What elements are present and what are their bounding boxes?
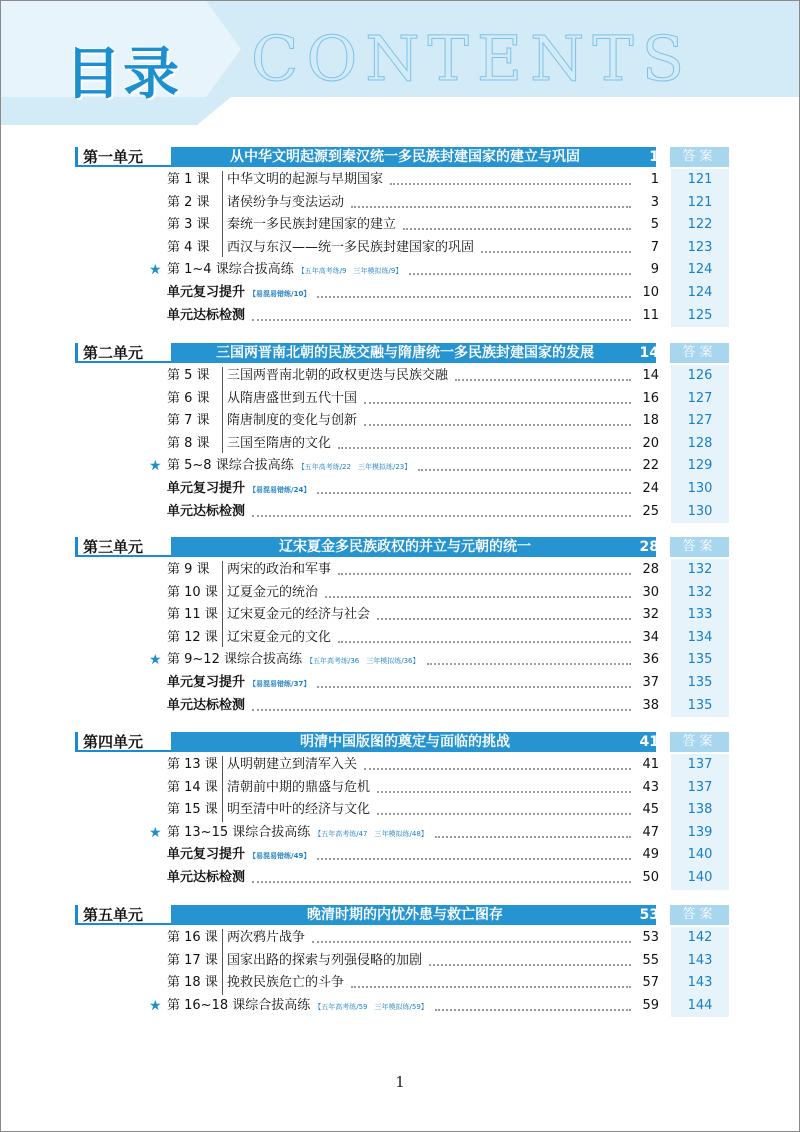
page-number: 1 — [395, 1073, 405, 1091]
page-number-cell: 36 — [642, 652, 659, 668]
dot-leader — [409, 273, 631, 275]
unit-title: 明清中国版图的奠定与面临的挑战 — [300, 734, 510, 750]
dot-leader — [435, 1009, 631, 1011]
toc-entry[interactable] — [75, 822, 729, 844]
dot-leader — [377, 618, 631, 620]
page-number-cell: 38 — [642, 697, 659, 713]
entry-title — [167, 695, 248, 717]
answer-page-cell: 127 — [687, 390, 713, 406]
toc-entry[interactable] — [75, 169, 729, 191]
entry-note: 【五年高考练/9 三年模拟练/9】 — [297, 267, 403, 276]
lesson-number: 第 9 课 — [167, 562, 210, 577]
entry-title — [167, 995, 431, 1018]
entry-title — [167, 867, 248, 889]
entry-label: 第 9~12 课综合拔高练 — [167, 652, 302, 668]
unit-title: 辽宋夏金多民族政权的并立与元朝的统一 — [279, 539, 531, 555]
entry-note: 【五年高考练/22 三年模拟练/23】 — [297, 463, 412, 472]
page-number-cell: 10 — [642, 285, 659, 300]
dot-leader — [390, 183, 631, 185]
unit-section — [75, 537, 729, 717]
page-number-cell: 47 — [642, 824, 659, 840]
answer-page-cell: 139 — [687, 824, 713, 840]
toc-entry[interactable] — [75, 695, 729, 717]
dot-leader — [351, 986, 631, 988]
lesson-title: 秦统一多民族封建国家的建立 — [227, 214, 399, 236]
unit-title: 三国两晋南北朝的民族交融与隋唐统一多民族封建国家的发展 — [216, 345, 594, 361]
unit-label: 第四单元 — [83, 733, 144, 751]
unit-label: 第三单元 — [83, 538, 144, 556]
lesson-title: 两宋的政治和军事 — [227, 559, 334, 581]
answer-page-cell: 125 — [687, 307, 713, 323]
page-number-cell: 49 — [642, 847, 659, 863]
page-number-cell: 34 — [642, 629, 659, 645]
unit-section — [75, 343, 729, 523]
unit-title: 晚清时期的内忧外患与救亡图存 — [307, 907, 503, 923]
star-icon: ★ — [149, 458, 162, 475]
page-number-cell: 1 — [650, 172, 659, 187]
page-number-cell: 22 — [642, 458, 659, 474]
dot-leader — [252, 515, 631, 517]
answer-page-cell: 137 — [687, 757, 713, 772]
unit-header — [75, 343, 729, 365]
lesson-title: 三国两晋南北朝的政权更迭与民族交融 — [227, 365, 451, 387]
toc-entry[interactable] — [75, 995, 729, 1017]
star-icon: ★ — [149, 824, 162, 841]
page-number-cell: 11 — [642, 307, 659, 323]
entry-label: 单元达标检测 — [167, 870, 246, 885]
toc-entry[interactable] — [75, 478, 729, 500]
lesson-number: 第 18 课 — [167, 975, 218, 991]
dot-leader — [338, 447, 631, 449]
lesson-title: 辽宋夏金元的经济与社会 — [227, 604, 373, 626]
entry-title — [167, 259, 405, 282]
page-number-cell: 25 — [642, 503, 659, 519]
page-number-cell: 20 — [642, 435, 659, 451]
answer-page-cell: 127 — [687, 413, 713, 429]
unit-header — [75, 537, 729, 559]
entry-note: 【易混易错练/37】 — [249, 680, 311, 688]
lesson-number: 第 6 课 — [167, 390, 210, 406]
entry-label: 单元复习提升 — [167, 285, 246, 300]
lesson-number: 第 10 课 — [167, 584, 218, 600]
page-number-cell: 28 — [642, 562, 659, 577]
lesson-number: 第 8 课 — [167, 435, 210, 451]
dot-leader — [325, 596, 631, 598]
toc-entry[interactable] — [75, 777, 729, 799]
answer-header: 答案 — [670, 537, 729, 557]
unit-header — [75, 732, 729, 754]
lesson-title: 西汉与东汉——统一多民族封建国家的巩固 — [227, 237, 477, 259]
lesson-title: 清朝前中期的鼎盛与危机 — [227, 777, 373, 799]
page-number-cell: 32 — [642, 607, 659, 623]
answer-page-cell: 135 — [687, 652, 713, 668]
dot-leader — [252, 709, 631, 711]
toc-entry[interactable] — [75, 259, 729, 281]
answer-page-cell: 123 — [687, 239, 713, 255]
answer-page-cell: 126 — [687, 368, 713, 383]
answer-page-cell: 140 — [687, 870, 713, 885]
answer-page-cell: 138 — [687, 802, 713, 818]
lesson-title: 两次鸦片战争 — [227, 927, 308, 949]
entry-note: 【易混易错练/24】 — [249, 486, 311, 494]
page-number-cell: 30 — [642, 584, 659, 600]
toc-entry[interactable] — [75, 867, 729, 889]
entry-note: 【五年高考练/47 三年模拟练/48】 — [314, 829, 428, 838]
answer-page-cell: 144 — [687, 997, 713, 1013]
page-number-cell: 59 — [642, 997, 659, 1013]
lesson-number: 第 3 课 — [167, 217, 210, 233]
lesson-number: 第 5 课 — [167, 368, 210, 383]
dot-leader — [481, 251, 631, 253]
toc-entry[interactable] — [75, 501, 729, 523]
answer-page-cell: 133 — [687, 607, 713, 623]
unit-page-number: 53 — [639, 907, 659, 923]
lesson-title: 国家出路的探索与列强侵略的加剧 — [227, 950, 425, 972]
dot-leader — [317, 296, 631, 298]
entry-note: 【易混易错练/10】 — [249, 290, 311, 298]
entry-note: 【五年高考练/36 三年模拟练/36】 — [305, 657, 420, 666]
page-number-cell: 16 — [642, 390, 659, 406]
page-number-cell: 24 — [642, 481, 659, 496]
toc-entry[interactable] — [75, 282, 729, 304]
star-icon: ★ — [149, 652, 162, 669]
toc-entry[interactable] — [75, 672, 729, 694]
unit-label: 第一单元 — [83, 148, 144, 166]
entry-title — [167, 649, 423, 672]
entry-title — [167, 844, 313, 867]
lesson-number: 第 15 课 — [167, 802, 218, 818]
answer-page-cell: 128 — [687, 435, 713, 451]
answer-header: 答案 — [670, 147, 729, 167]
unit-section — [75, 732, 729, 890]
dot-leader — [418, 469, 631, 471]
unit-page-number: 28 — [639, 539, 659, 555]
page-number-cell: 9 — [650, 262, 659, 278]
toc-entry[interactable] — [75, 604, 729, 626]
answer-page-cell: 137 — [687, 779, 713, 795]
page-number-cell: 3 — [650, 194, 659, 210]
answer-page-cell: 135 — [687, 675, 713, 690]
page-number-cell: 37 — [642, 675, 659, 690]
toc-entry[interactable] — [75, 192, 729, 214]
unit-header — [75, 905, 729, 927]
page-number-cell: 50 — [642, 870, 659, 885]
dot-leader — [429, 964, 631, 966]
answer-header: 答案 — [670, 343, 729, 363]
entry-label: 第 5~8 课综合拔高练 — [167, 458, 294, 474]
unit-page-number: 14 — [639, 345, 659, 361]
entry-title — [167, 672, 313, 695]
entry-note: 【五年高考练/59 三年模拟练/59】 — [314, 1002, 428, 1011]
unit-page-number: 1 — [649, 149, 659, 165]
lesson-title: 三国至隋唐的文化 — [227, 433, 334, 455]
star-icon: ★ — [149, 262, 162, 279]
toc-entry[interactable] — [75, 305, 729, 327]
entry-label: 第 1~4 课综合拔高练 — [167, 262, 294, 278]
lesson-number: 第 2 课 — [167, 194, 210, 210]
dot-leader — [427, 663, 631, 665]
entry-note: 【易混易错练/49】 — [249, 852, 311, 861]
unit-page-number: 41 — [639, 734, 659, 750]
answer-page-cell: 132 — [687, 584, 713, 600]
answer-page-cell: 143 — [687, 975, 713, 991]
page-number-cell: 45 — [642, 802, 659, 818]
answer-page-cell: 130 — [687, 481, 713, 496]
dot-leader — [252, 319, 631, 321]
entry-label: 单元达标检测 — [167, 307, 246, 323]
answer-header: 答案 — [670, 732, 729, 752]
toc-entry[interactable] — [75, 237, 729, 259]
answer-page-cell: 124 — [687, 285, 713, 300]
lesson-title: 隋唐制度的变化与创新 — [227, 410, 360, 432]
contents-watermark: CONTENTS — [251, 22, 693, 95]
toc-entry[interactable] — [75, 433, 729, 455]
dot-leader — [377, 791, 631, 793]
entry-title — [167, 501, 248, 523]
dot-leader — [364, 768, 631, 770]
answer-page-cell: 135 — [687, 697, 713, 713]
toc-entry[interactable] — [75, 559, 729, 581]
toc-entry[interactable] — [75, 410, 729, 432]
page-number-cell: 53 — [642, 930, 659, 945]
unit-section — [75, 147, 729, 327]
dot-leader — [312, 941, 631, 943]
answer-page-cell: 121 — [687, 172, 713, 187]
lesson-title: 诸侯纷争与变法运动 — [227, 192, 347, 214]
entry-label: 第 13~15 课综合拔高练 — [167, 824, 311, 840]
page-number-cell: 57 — [642, 975, 659, 991]
lesson-number: 第 7 课 — [167, 413, 210, 429]
entry-title — [167, 478, 313, 501]
unit-label: 第二单元 — [83, 344, 144, 362]
toc-entry[interactable] — [75, 388, 729, 410]
entry-label: 单元复习提升 — [167, 675, 246, 690]
page-number-cell: 14 — [642, 368, 659, 383]
unit-title: 从中华文明起源到秦汉统一多民族封建国家的建立与巩固 — [230, 149, 580, 165]
dot-leader — [252, 881, 631, 883]
dot-leader — [338, 573, 631, 575]
answer-header: 答案 — [670, 905, 729, 925]
toc-entry[interactable] — [75, 754, 729, 776]
lesson-number: 第 16 课 — [167, 930, 218, 945]
entry-title — [167, 822, 431, 845]
dot-leader — [317, 858, 631, 860]
lesson-number: 第 14 课 — [167, 779, 218, 795]
lesson-number: 第 4 课 — [167, 239, 210, 255]
page-number-cell: 7 — [650, 239, 659, 255]
unit-label: 第五单元 — [83, 906, 144, 924]
toc-entry[interactable] — [75, 844, 729, 866]
dot-leader — [364, 402, 631, 404]
dot-leader — [317, 686, 631, 688]
lesson-title: 挽救民族危亡的斗争 — [227, 972, 347, 994]
dot-leader — [351, 206, 631, 208]
entry-title — [167, 305, 248, 327]
unit-section — [75, 905, 729, 1017]
lesson-title: 辽夏金元的统治 — [227, 582, 321, 604]
lesson-title: 中华文明的起源与早期国家 — [227, 169, 386, 191]
dot-leader — [403, 228, 631, 230]
lesson-title: 辽宋夏金元的文化 — [227, 627, 334, 649]
lesson-number: 第 17 课 — [167, 952, 218, 968]
dot-leader — [364, 424, 631, 426]
page-number-cell: 43 — [642, 779, 659, 795]
dot-leader — [435, 836, 631, 838]
page-number-cell: 41 — [642, 757, 659, 772]
entry-label: 单元达标检测 — [167, 503, 246, 519]
lesson-number: 第 12 课 — [167, 629, 218, 645]
toc-entry[interactable] — [75, 365, 729, 387]
toc-entry[interactable] — [75, 927, 729, 949]
entry-title — [167, 455, 414, 478]
toc-entry[interactable] — [75, 214, 729, 236]
lesson-title: 从明朝建立到清军入关 — [227, 754, 360, 776]
lesson-number: 第 13 课 — [167, 757, 218, 772]
entry-label: 单元复习提升 — [167, 847, 246, 863]
page-title: 目录 — [65, 42, 181, 107]
dot-leader — [338, 641, 631, 643]
page-number-cell: 5 — [650, 217, 659, 233]
toc-entry[interactable] — [75, 582, 729, 604]
entry-label: 单元复习提升 — [167, 481, 246, 496]
page-number-cell: 18 — [642, 413, 659, 429]
toc-entry[interactable] — [75, 649, 729, 671]
lesson-title: 明至清中叶的经济与文化 — [227, 799, 373, 821]
unit-header — [75, 147, 729, 169]
answer-page-cell: 143 — [687, 952, 713, 968]
lesson-number: 第 1 课 — [167, 172, 210, 187]
answer-page-cell: 129 — [687, 458, 713, 474]
toc-entry[interactable] — [75, 627, 729, 649]
answer-page-cell: 121 — [687, 194, 713, 210]
toc-entry[interactable] — [75, 455, 729, 477]
page-number-cell: 55 — [642, 952, 659, 968]
answer-page-cell: 140 — [687, 847, 713, 863]
entry-title — [167, 282, 313, 305]
dot-leader — [377, 813, 631, 815]
entry-label: 第 16~18 课综合拔高练 — [167, 997, 311, 1013]
toc-entry[interactable] — [75, 972, 729, 994]
answer-page-cell: 142 — [687, 930, 713, 945]
toc-entry[interactable] — [75, 799, 729, 821]
entry-label: 单元达标检测 — [167, 697, 246, 713]
answer-page-cell: 132 — [687, 562, 713, 577]
dot-leader — [317, 492, 631, 494]
lesson-number: 第 11 课 — [167, 607, 218, 623]
lesson-title: 从隋唐盛世到五代十国 — [227, 388, 360, 410]
toc-entry[interactable] — [75, 950, 729, 972]
answer-page-cell: 134 — [687, 629, 713, 645]
answer-page-cell: 124 — [687, 262, 713, 278]
dot-leader — [455, 379, 631, 381]
star-icon: ★ — [149, 997, 162, 1014]
answer-page-cell: 122 — [687, 217, 713, 233]
answer-page-cell: 130 — [687, 503, 713, 519]
